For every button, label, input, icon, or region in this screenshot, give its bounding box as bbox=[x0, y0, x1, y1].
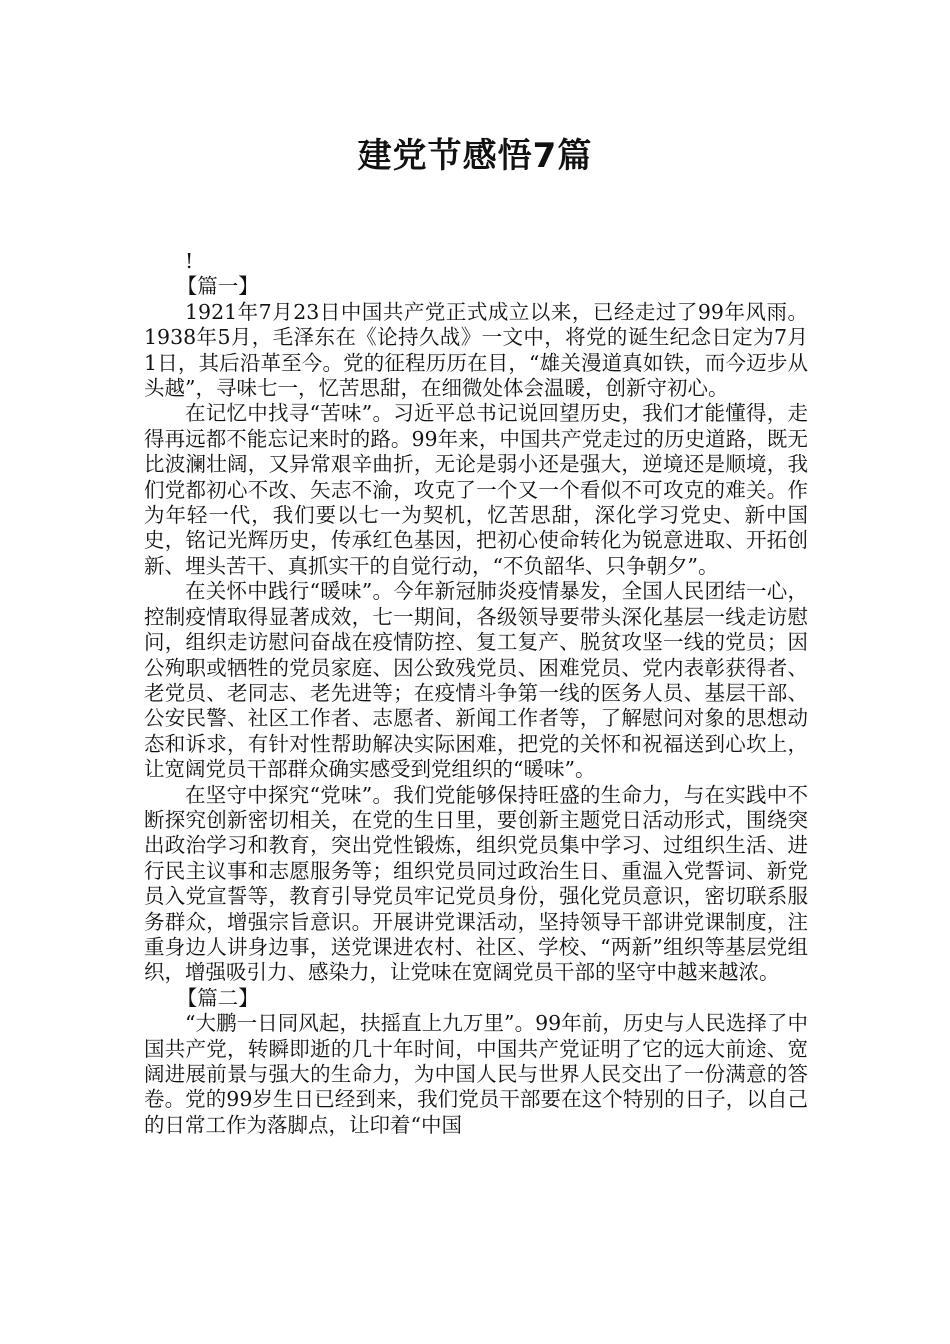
paragraph: 1921年7月23日中国共产党正式成立以来，已经走过了99年风雨。1938年5月，毛泽东在《论持久战》一文中，将党的诞生纪念日定为7月1日，其后沿革至今。党的征程历历在目，“雄关漫道真如铁，而今迈步从头越”，寻味七一，忆苦思甜，在细微处体会温暖，创新守初心。 bbox=[144, 299, 808, 401]
document-title: 建党节感悟7篇 bbox=[357, 136, 593, 176]
paragraph: 在关怀中践行“暖味”。今年新冠肺炎疫情暴发，全国人民团结一心，控制疫情取得显著成效，七一期间，各级领导要带头深化基层一线走访慰问，组织走访慰问奋战在疫情防控、复工复产、脱贫攻坚一线的党员；因公殉职或牺牲的党员家庭、因公致残党员、困难党员、党内表彰获得者、老党员、老同志、老先进等；在疫情斗争第一线的医务人员、基层干部、公安民警、社区工作者、志愿者、新闻工作者等，了解慰问对象的思想动态和诉求，有针对性帮助解决实际困难，把党的关怀和祝福送到心坎上，让宽阔党员干部群众确实感受到党组织的“暖味”。 bbox=[144, 579, 808, 782]
paragraph: “大鹏一日同风起，扶摇直上九万里”。99年前，历史与人民选择了中国共产党，转瞬即逝的几十年时间，中国共产党证明了它的远大前途、宽阔进展前景与强大的生命力，为中国人民与世界人民交出了一份满意的答卷。党的99岁生日已经到来，我们党员干部要在这个特别的日子，以自己的日常工作为落脚点，让印着“中国 bbox=[144, 1011, 808, 1137]
exclamation-mark: ! bbox=[185, 249, 194, 273]
paragraph: 在记忆中找寻“苦味”。习近平总书记说回望历史，我们才能懂得，走得再远都不能忘记来时的路。99年来，中国共产党走过的历史道路，既无比波澜壮阔，又异常艰辛曲折，无论是弱小还是强大，逆境还是顺境，我们党都初心不改、矢志不渝，攻克了一个又一个看似不可攻克的难关。作为年轻一代，我们要以七一为契机，忆苦思甜，深化学习党史、新中国史，铭记光辉历史，传承红色基因，把初心使命转化为锐意进取、开拓创新、埋头苦干、真抓实干的自觉行动，“不负韶华、只争朝夕”。 bbox=[144, 401, 808, 578]
paragraph: 在坚守中探究“党味”。我们党能够保持旺盛的生命力，与在实践中不断探究创新密切相关，在党的生日里，要创新主题党日活动形式，围绕突出政治学习和教育，突出党性锻炼，组织党员集中学习、过组织生活、进行民主议事和志愿服务等；组织党员同过政治生日、重温入党誓词、新党员入党宣誓等，教育引导党员牢记党员身份，强化党员意识，密切联系服务群众，增强宗旨意识。开展讲党课活动，坚持领导干部讲党课制度，注重身边人讲身边事，送党课进农村、社区、学校、“两新”组织等基层党组织，增强吸引力、感染力，让党味在宽阔党员干部的坚守中越来越浓。 bbox=[144, 782, 808, 985]
document-body bbox=[144, 249, 808, 1138]
section-heading-1: 【篇一】 bbox=[176, 274, 259, 299]
section-heading-2: 【篇二】 bbox=[176, 985, 259, 1010]
